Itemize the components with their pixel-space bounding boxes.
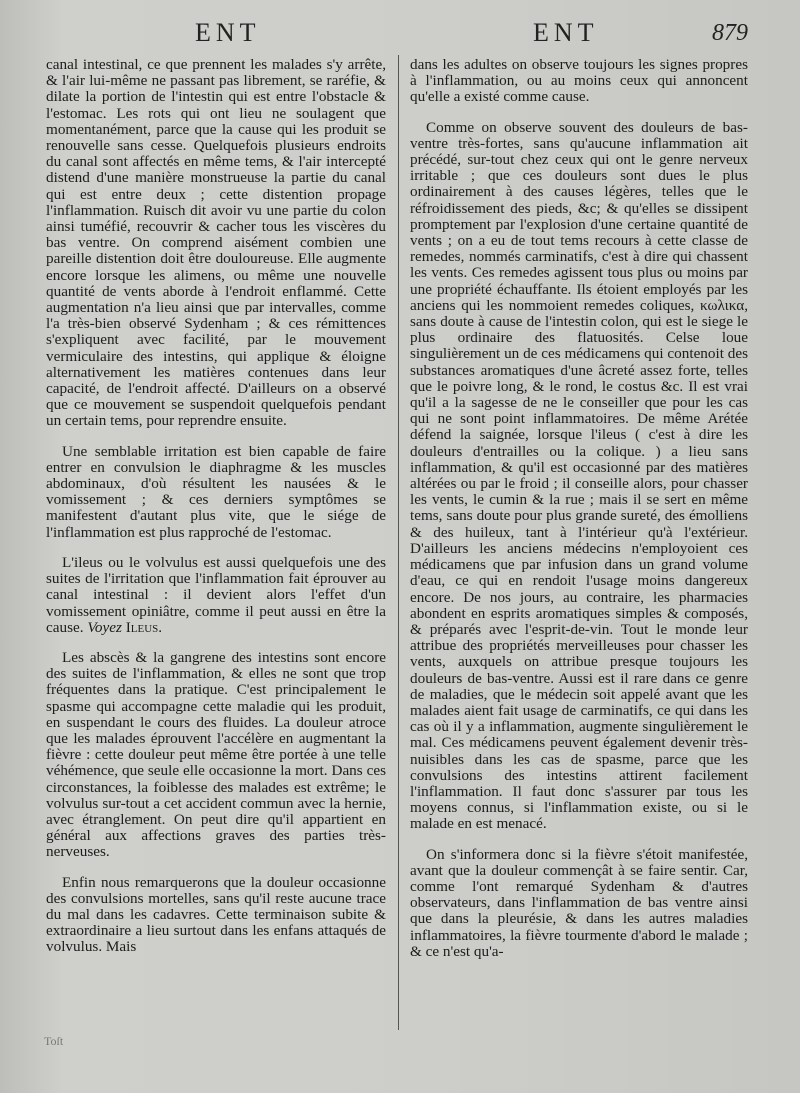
page-number: 879 [712,20,748,46]
footer-mark: Toſt [44,1034,64,1048]
running-head-left: ENT [195,18,261,47]
right-column [410,57,748,974]
paragraph: Les abscès & la gangrene des intestins sont encore des suites de l'inflammation, & elles ne sont que trop fréquentes dans la pratique. C'est principalement le spasme qui accompagne cette maladie qui les produit, en suspendant le cours des fluides. La douleur atroce que les malades éprouvent l'accélère en augmentant la fièvre : cette douleur peut même être portée à une telle véhémence, que seule elle occasionne la mort. Dans ces circonstances, la foiblesse des malades est extrême; le volvulus sur-tout a cet accident commun avec la hernie, avec étranglement. On peut dire qu'il appartient en général aux affections graves des parties très-nerveuses. [46,648,386,861]
column-divider [398,55,399,1030]
cross-reference-link[interactable]: Ileus. [125,618,163,636]
paragraph: dans les adultes on observe toujours les signes propres à l'inflammation, ou au moins ceux qui annoncent qu'elle a existé comme cause. [410,56,748,106]
paragraph: Une semblable irritation est bien capable de faire entrer en convulsion le diaphragme & les muscles abdominaux, d'où résultent les nausées & le vomissement ; & ces derniers symptômes se manifestent d'autant plus vite, que le siége de l'inflammation est plus rapproché de l'estomac. [46,442,386,541]
left-column [46,57,386,970]
paragraph [46,555,386,636]
cross-reference-label: Voyez [87,618,122,636]
paragraph: canal intestinal, ce que prennent les malades s'y arrête, & l'air lui-même ne passant pas librement, se raréfie, & dilate la portion de l'intestin qui est entre l'obstacle & l'estomac. Les rots qui ont lieu ne soulagent que momentanément, parce que la cause qui les produit se renouvelle sans cesse. Quelquefois plusieurs endroits du canal sont affectés en même tems, & l'air intercepté distend d'une manière monstrueuse la partie du canal qui est entre deux ; cette distention propage l'inflammation. Ruisch dit avoir vu une partie du colon ainsi tuméfié, recouvrir & cacher tous les viscères du bas ventre. On comprend aisément combien une pareille distention doit être douloureuse. Elle augmente encore lorsque les alimens, ou même une nouvelle quantité de vents aborde à l'endroit enflammé. Cette augmentation n'a lieu ainsi que par intervalles, comme l'a très-bien observé Sydenham ; & ces rémittences s'expliquent avec facilité, par le mouvement vermiculaire des intestins, qui applique & éloigne alternativement les matières contenues dans leur capacité, de l'endroit affecté. D'ailleurs on a observé que ce mouvement se suspendoit quelquefois pendant un certain tems, pour reprendre ensuite. [46,56,386,430]
paragraph: Comme on observe souvent des douleurs de bas-ventre très-fortes, sans qu'aucune inflammation ait précédé, sur-tout chez ceux qui ont le genre nerveux irritable ; que ces douleurs sont dues le plus ordinairement à des causes légères, telles que le réfroidissement des pieds, &c; & qu'elles se dissipent promptement par l'explosion d'une certaine quantité de vents ; on a eu de tout tems recours à cette classe de remedes, nommés carminatifs, c'est à dire qui chassent les vents. Ces remedes agissent tous plus ou moins par une propriété échauffante. Ils étoient employés par les anciens qui les nommoient remedes coliques, κωλικα, sans doute à cause de l'intestin colon, qui est le siege le plus ordinaire des flatuosités. Celse loue singulièrement un de ces médicamens qui contenoit des substances aromatiques d'une âcreté assez forte, telles que le poivre long, & le rond, le costus &c. Il est vrai qu'il a la sagesse de ne le conseiller que pour les cas qui ne sont point inflammatoires. De même Arétée défend la saignée, lorsque l'ileus ( c'est à dire les douleurs d'entrailles ou la colique. ) a lieu sans inflammation, & qu'il est occasionné par des matières altérées ou par le froid ; il conseille alors, pour chasser les vents, le cumin & la rue ; mais il se sert en même tems, sans doute pour plus grande sureté, des émolliens & des huileux, tant à l'intérieur qu'à l'extérieur. D'ailleurs les anciens médecins n'employoient ces médicamens que par infusion dans un grand volume d'eau, ce qui en rendoit l'usage moins dangereux encore. De nos jours, au contraire, les pharmacies abondent en esprits aromatiques simples & composés, & préparés avec l'esprit-de-vin. Tout le monde leur attribue des propriétés merveilleuses pour chasser les vents, auxquels on attribue presque toujours les douleurs de bas-ventre. Aussi est il rare dans ce genre de maladies, que le médecin soit appelé avant que les malades aient fait usage de carminatifs, ce qui dans les cas où il y a inflammation, augmente singulièrement le mal. Ces médicamens peuvent également devenir très-nuisibles dans les cas de spasme, parce que les convulsions des intestins attirent facilement l'inflammation. Il faut donc s'assurer par tous les moyens connus, si l'inflammation existe, ou si le malade en est menacé. [410,118,748,833]
paragraph: Enfin nous remarquerons que la douleur occasionne des convulsions mortelles, sans qu'il reste aucune trace du mal dans les cadavres. Cette terminaison subite & extraordinaire a lieu surtout dans les enfans attaqués de volvulus. Mais [46,873,386,956]
running-head-right: ENT [533,18,599,47]
paragraph: On s'informera donc si la fièvre s'étoit manifestée, avant que la douleur commençât à se faire sentir. Car, comme l'ont remarqué Sydenham & d'autres observateurs, dans l'inflammation de bas ventre ainsi que dans la pleurésie, & dans les autres maladies inflammatoires, la fièvre tourmente d'abord le malade ; & ce n'est qu'a- [410,845,748,960]
paragraph-text: L'ileus ou le volvulus est aussi quelquefois une des suites de l'irritation que l'inflammation fait éprouver au canal intestinal : il devient alors l'effet d'un vomissement opiniâtre, comme il peut aussi en être la cause. [46,553,386,636]
